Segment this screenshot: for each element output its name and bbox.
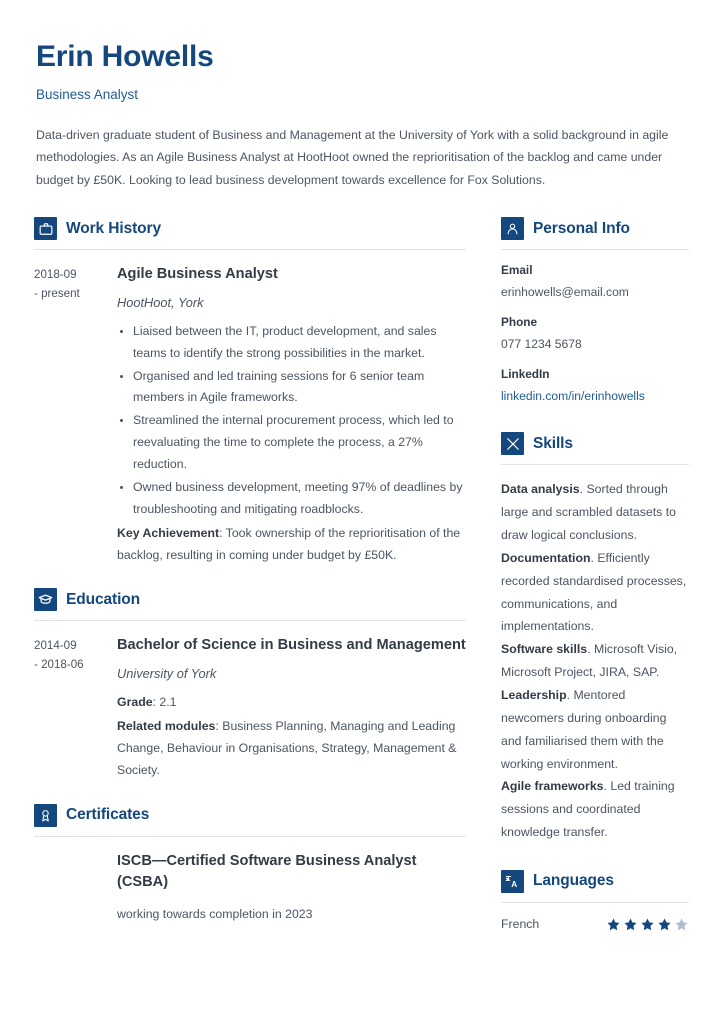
key-achievement-text: : Took ownership of the reprioritisation of the backlog, resulting in coming under budget by £50K.	[117, 525, 461, 562]
languages-header	[501, 870, 689, 893]
section-education	[34, 588, 466, 781]
list-item: Streamlined the internal procurement process, which led to reevaluating the time to complete the process, a 27% reduction.	[117, 410, 466, 476]
language-item	[501, 917, 689, 932]
linkedin-label: LinkedIn	[501, 367, 550, 382]
skill-description: . Led training sessions and coordinated knowledge transfer.	[501, 779, 675, 840]
education-degree: Bachelor of Science in Business and Management	[117, 637, 466, 654]
skill-name: Software skills	[501, 642, 588, 657]
certificate-body	[112, 851, 466, 925]
section-certificates	[34, 804, 466, 925]
education-date-end: - 2018-06	[34, 658, 84, 672]
skill-description: . Microsoft Visio, Microsoft Project, JIRA, SAP.	[501, 642, 678, 680]
personal-info-title: Personal Info	[533, 219, 630, 237]
work-date-end: - present	[34, 286, 80, 300]
section-divider	[34, 620, 466, 621]
candidate-job-title: Business Analyst	[36, 87, 139, 102]
skill-description: . Sorted through large and scrambled datasets to draw logical conclusions.	[501, 482, 676, 542]
personal-info-list	[501, 262, 689, 406]
tools-icon	[501, 432, 524, 455]
education-entry-dates	[34, 635, 112, 781]
svg-text:A: A	[511, 880, 518, 889]
svg-text:ᴝ: ᴝ	[505, 875, 510, 883]
skill-description: . Efficiently recorded standardised processes, communications, and implementations.	[501, 550, 687, 634]
section-divider	[501, 464, 689, 465]
education-entry-body	[112, 635, 466, 781]
personal-info-header	[501, 217, 689, 240]
education-grade-label: Grade	[117, 695, 153, 710]
resume-header	[34, 40, 688, 191]
skill-description: . Mentored newcomers during onboarding and familiarised them with the working environment.	[501, 687, 667, 771]
skill-name: Leadership	[501, 687, 567, 702]
skills-title: Skills	[533, 434, 573, 452]
work-entry	[34, 264, 466, 566]
sidebar-column	[501, 217, 689, 932]
section-languages	[501, 870, 689, 932]
section-work-history	[34, 217, 466, 566]
star-filled-icon	[640, 917, 655, 932]
work-history-title: Work History	[66, 219, 161, 237]
work-entry-org: HootHoot, York	[117, 294, 204, 310]
skills-header	[501, 432, 689, 455]
education-grade	[117, 692, 466, 714]
education-entry	[34, 635, 466, 781]
skill-item	[501, 478, 689, 547]
candidate-name: Erin Howells	[36, 40, 214, 73]
personal-info-item-phone	[501, 314, 689, 354]
work-entry-dates	[34, 264, 112, 566]
section-personal-info	[501, 217, 689, 406]
work-history-header	[34, 217, 466, 240]
education-header	[34, 588, 466, 611]
star-filled-icon	[606, 917, 621, 932]
star-empty-icon	[674, 917, 689, 932]
certificate-name: ISCB—Certified Software Business Analyst (CSBA)	[117, 852, 417, 890]
work-entry-body	[112, 264, 466, 566]
phone-label: Phone	[501, 315, 538, 330]
skills-list	[501, 478, 689, 844]
work-entry-role: Agile Business Analyst	[117, 266, 278, 283]
education-grade-value: : 2.1	[152, 695, 177, 710]
section-divider	[34, 249, 466, 250]
certificates-header	[34, 804, 466, 827]
education-school: University of York	[117, 666, 217, 682]
graduation-cap-icon	[34, 588, 57, 611]
email-label: Email	[501, 263, 533, 278]
briefcase-icon	[34, 217, 57, 240]
phone-value: 077 1234 5678	[501, 336, 582, 351]
skill-item	[501, 775, 689, 844]
language-rating-stars	[606, 917, 689, 932]
certificate-entry	[34, 851, 466, 925]
email-value: erinhowells@email.com	[501, 284, 629, 299]
certificates-title: Certificates	[66, 806, 150, 824]
skill-item	[501, 638, 689, 684]
key-achievement-label: Key Achievement	[117, 525, 220, 540]
main-column	[34, 217, 466, 929]
personal-info-item-linkedin	[501, 366, 689, 406]
professional-summary: Data-driven graduate student of Business and Management at the University of York with a solid background in agile methodologies. As an Agile Business Analyst at HootHoot owned the reprioritisation of the backlog and came under budget by £50K. Looking to lead business development towards excellence for Fox Solutions.	[36, 128, 669, 187]
skill-item	[501, 684, 689, 775]
certificate-note: working towards completion in 2023	[117, 907, 313, 921]
personal-info-item-email	[501, 262, 689, 302]
star-filled-icon	[657, 917, 672, 932]
languages-title: Languages	[533, 872, 614, 890]
education-modules-label: Related modules	[117, 719, 216, 734]
list-item: Owned business development, meeting 97% of deadlines by troubleshooting and mitigating roadblocks.	[117, 477, 466, 521]
section-divider	[34, 836, 466, 837]
skill-name: Data analysis	[501, 482, 580, 497]
education-title: Education	[66, 590, 141, 608]
section-skills	[501, 432, 689, 844]
person-icon	[501, 217, 524, 240]
star-filled-icon	[623, 917, 638, 932]
resume-body	[34, 217, 688, 932]
education-date-start: 2014-09	[34, 639, 77, 653]
education-modules-value: : Business Planning, Managing and Leading Change, Behaviour in Organisations, Strategy, Management & Society.	[117, 719, 457, 777]
work-entry-bullets	[117, 321, 466, 521]
award-icon	[34, 804, 57, 827]
translate-icon	[501, 870, 524, 893]
skill-name: Agile frameworks	[501, 779, 604, 794]
language-name: French	[501, 917, 540, 932]
linkedin-value[interactable]: linkedin.com/in/erinhowells	[501, 388, 645, 403]
skill-name: Documentation	[501, 550, 591, 565]
education-modules	[117, 716, 466, 782]
section-divider	[501, 249, 689, 250]
key-achievement	[117, 523, 466, 567]
certificate-spacer	[34, 851, 112, 925]
list-item: Liaised between the IT, product development, and sales teams to identify the strong possibilities in the market.	[117, 321, 466, 365]
skill-item	[501, 547, 689, 638]
work-date-start: 2018-09	[34, 268, 77, 282]
section-divider	[501, 902, 689, 903]
list-item: Organised and led training sessions for 6 senior team members in Agile frameworks.	[117, 366, 466, 410]
